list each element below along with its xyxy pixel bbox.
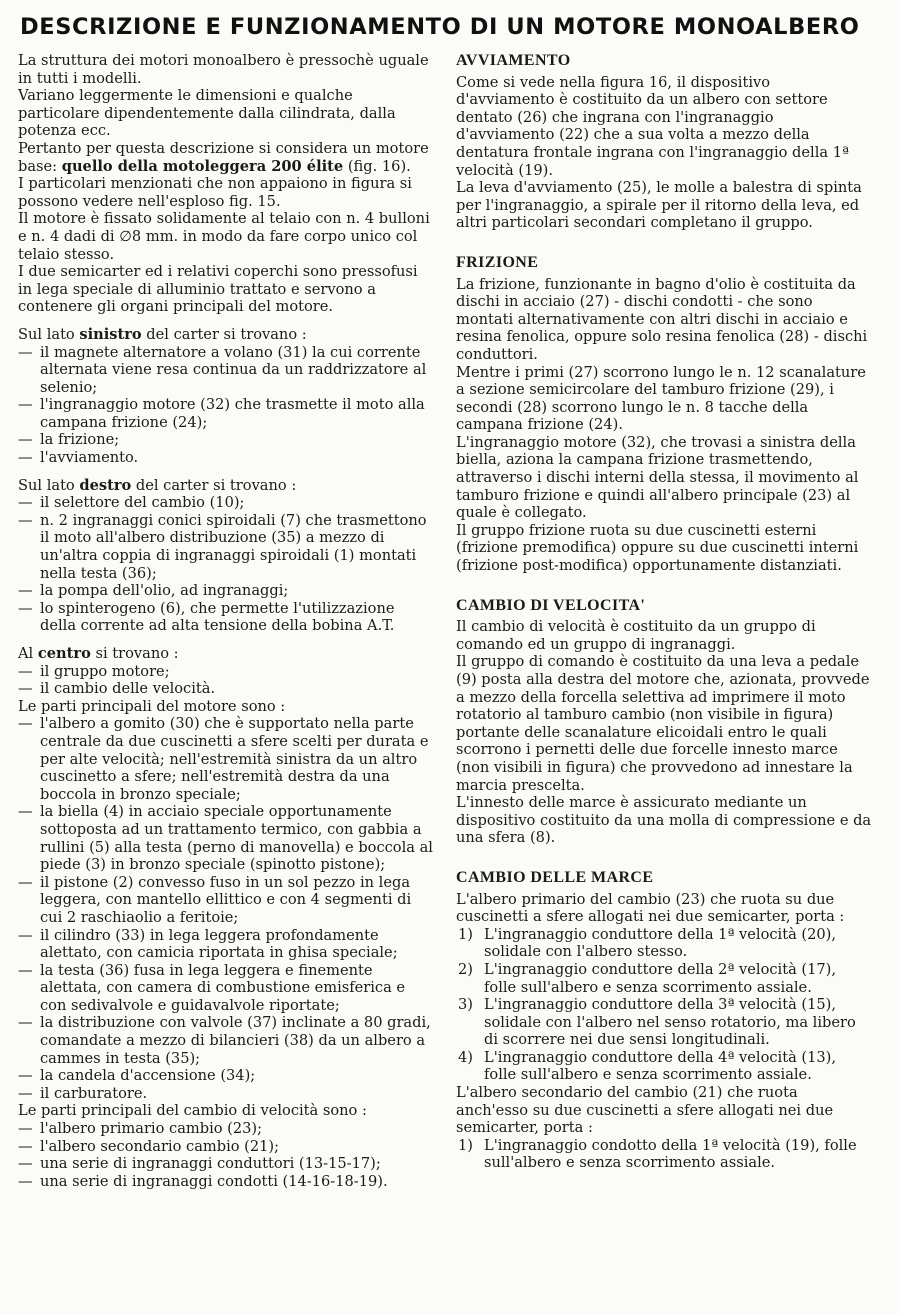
page-title: DESCRIZIONE E FUNZIONAMENTO DI UN MOTORE MONOALBERO xyxy=(20,14,860,40)
list-albero-primario xyxy=(456,926,872,1084)
section-intro-sinistro: Sul lato sinistro del carter si trovano : xyxy=(18,325,307,343)
list-item: — una serie di ingranaggi conduttori (13-15-17); xyxy=(18,1155,434,1173)
section-intro-parti-motore: Le parti principali del motore sono : xyxy=(18,697,286,715)
list-item: — il carburatore. xyxy=(18,1085,434,1103)
paragraph: I due semicarter ed i relativi coperchi sono pressofusi in lega speciale di alluminio trattato e servono a contenere gli organi principali del motore. xyxy=(18,263,418,316)
paragraph: Pertanto per questa descrizione si considera un motore base: quello della motoleggera 200 élite (fig. 16). xyxy=(18,139,429,175)
list-item: — il pistone (2) convesso fuso in un sol pezzo in lega leggera, con mantello ellittico e con 4 segmenti di cui 2 raschiaolio a feritoie; xyxy=(18,874,434,927)
paragraph: La struttura dei motori monoalbero è pressochè uguale in tutti i modelli. xyxy=(18,52,429,87)
list-item: — la candela d'accensione (34); xyxy=(18,1067,434,1085)
paragraph: L'albero secondario del cambio (21) che ruota anch'esso su due cuscinetti a sfere allogati nei due semicarter, porta : xyxy=(456,1084,834,1137)
heading-frizione: FRIZIONE xyxy=(456,253,539,271)
list-item: — la frizione; xyxy=(18,431,434,449)
paragraph: L'ingranaggio motore (32), che trovasi a sinistra della biella, aziona la campana frizione trasmettendo, attraverso i dischi interni della stessa, il movimento al tamburo frizione e quindi all'albero principale (23) al quale è collegato. xyxy=(456,433,859,522)
paragraph: I particolari menzionati che non appaiono in figura si possono vedere nell'esploso fig. 15. xyxy=(18,175,412,210)
list-item: 1) L'ingranaggio conduttore della 1ª velocità (20), solidale con l'albero stesso. xyxy=(458,925,837,961)
paragraph: Il cambio di velocità è costituito da un gruppo di comando ed un gruppo di ingranaggi. xyxy=(456,618,816,653)
list-item: — l'albero primario cambio (23); xyxy=(18,1120,434,1138)
list-sinistro xyxy=(18,344,434,467)
list-item: — una serie di ingranaggi condotti (14-16-18-19). xyxy=(18,1173,434,1191)
paragraph: Il gruppo di comando è costituito da una leva a pedale (9) posta alla destra del motore che, azionata, provvede a mezzo della forcella selettiva ad imprimere il moto rotatorio al tamburo cambio (non visibile in figura) portante delle scanalature elicoidali entro le quali scorrono i pernetti delle due forcelle innesto marce (non visibili in figura) che provvedono ad innestare la marcia prescelta. xyxy=(456,653,870,794)
list-item: — n. 2 ingranaggi conici spiroidali (7) che trasmettono il moto all'albero distribuzione (35) a mezzo di un'altra coppia di ingranaggi spiroidali (1) montati nella testa (36); xyxy=(18,512,434,582)
paragraph: Variano leggermente le dimensioni e qualche particolare dipendentemente dalla cilindrata, dalla potenza ecc. xyxy=(18,87,396,140)
list-parti-cambio xyxy=(18,1120,434,1190)
paragraph: La frizione, funzionante in bagno d'olio è costituita da dischi in acciaio (27) - dischi condotti - che sono montati alternativamente con altri dischi in acciaio e resina fenolica, oppure solo resina fenolica (28) - dischi conduttori. xyxy=(456,275,868,363)
paragraph: Mentre i primi (27) scorrono lungo le n. 12 scanalature a sezione semicircolare del tamburo frizione (29), i secondi (28) scorrono lungo le n. 8 tacche della campana frizione (24). xyxy=(456,363,866,434)
section-intro-centro: Al centro si trovano : xyxy=(18,645,179,662)
list-item: — il gruppo motore; xyxy=(18,663,434,681)
paragraph: Il motore è fissato solidamente al telaio con n. 4 bulloni e n. 4 dadi di ∅8 mm. in modo da fare corpo unico col telaio stesso. xyxy=(18,210,430,263)
list-item: — l'albero secondario cambio (21); xyxy=(18,1138,434,1156)
list-centro xyxy=(18,663,434,698)
list-item: 4) L'ingranaggio conduttore della 4ª velocità (13), folle sull'albero e senza scorrimento assiale. xyxy=(458,1048,837,1084)
left-column xyxy=(18,52,434,1190)
list-item: — la pompa dell'olio, ad ingranaggi; xyxy=(18,582,434,600)
list-item: 2) L'ingranaggio conduttore della 2ª velocità (17), folle sull'albero e senza scorrimento assiale. xyxy=(458,960,837,996)
text-columns xyxy=(18,52,874,1190)
list-destro xyxy=(18,494,434,635)
heading-cambio-velocita: CAMBIO DI VELOCITA' xyxy=(456,596,646,614)
list-item: — il selettore del cambio (10); xyxy=(18,494,434,512)
list-item: 1) L'ingranaggio condotto della 1ª velocità (19), folle sull'albero e senza scorrimento assiale. xyxy=(458,1136,857,1172)
paragraph: L'innesto delle marce è assicurato mediante un dispositivo costituito da una molla di compressione e da una sfera (8). xyxy=(456,794,872,847)
list-item: — l'avviamento. xyxy=(18,449,434,467)
list-item: — la biella (4) in acciaio speciale opportunamente sottoposta ad un trattamento termico, con gabbia a rullini (5) alla testa (perno di manovella) e boccola al piede (3) in bronzo speciale (spinotto pistone); xyxy=(18,803,434,873)
paragraph: L'albero primario del cambio (23) che ruota su due cuscinetti a sfere allogati nei due semicarter, porta : xyxy=(456,890,845,926)
list-item: — il magnete alternatore a volano (31) la cui corrente alternata viene resa continua da un raddrizzatore al selenio; xyxy=(18,344,434,397)
list-item: — l'albero a gomito (30) che è supportato nella parte centrale da due cuscinetti a sfere scelti per durata e per alte velocità; nell'estremità sinistra da un altro cuscinetto a sfere; nell'estremità destra da una boccola in bronzo speciale; xyxy=(18,715,434,803)
paragraph: Come si vede nella figura 16, il dispositivo d'avviamento è costituito da un albero con settore dentato (26) che ingrana con l'ingranaggio d'avviamento (22) che a sua volta a mezzo della dentatura frontale ingrana con l'ingranaggio della 1ª velocità (19). xyxy=(456,73,849,179)
heading-cambio-marce: CAMBIO DELLE MARCE xyxy=(456,868,654,886)
list-item: — lo spinterogeno (6), che permette l'utilizzazione della corrente ad alta tensione della bobina A.T. xyxy=(18,600,434,635)
heading-avviamento: AVVIAMENTO xyxy=(456,52,571,69)
list-item: — la distribuzione con valvole (37) inclinate a 80 gradi, comandate a mezzo di bilancieri (38) da un albero a cammes in testa (35); xyxy=(18,1014,434,1067)
list-item: — il cambio delle velocità. xyxy=(18,680,434,698)
list-item: — il cilindro (33) in lega leggera profondamente alettato, con camicia riportata in ghisa speciale; xyxy=(18,927,434,962)
list-item: — la testa (36) fusa in lega leggera e finemente alettata, con camera di combustione emisferica e con sedivalvole e guidavalvole riportate; xyxy=(18,962,434,1015)
paragraph: La leva d'avviamento (25), le molle a balestra di spinta per l'ingranaggio, a spirale per il ritorno della leva, ed altri particolari secondari completano il gruppo. xyxy=(456,179,862,232)
section-intro-parti-cambio: Le parti principali del cambio di velocità sono : xyxy=(18,1102,367,1120)
paragraph: Il gruppo frizione ruota su due cuscinetti esterni (frizione premodifica) oppure su due cuscinetti interni (frizione post-modifica) opportunamente distanziati. xyxy=(456,521,859,575)
section-intro-destro: Sul lato destro del carter si trovano : xyxy=(18,476,297,494)
model-name: quello della motoleggera 200 élite xyxy=(61,157,344,175)
right-column xyxy=(456,52,872,1190)
list-item: 3) L'ingranaggio conduttore della 3ª velocità (15), solidale con l'albero nel senso rotatorio, ma libero di scorrere nei due sensi longitudinali. xyxy=(458,996,856,1049)
list-albero-secondario xyxy=(456,1137,872,1172)
list-item: — l'ingranaggio motore (32) che trasmette il moto alla campana frizione (24); xyxy=(18,396,434,431)
list-parti-motore xyxy=(18,715,434,1102)
